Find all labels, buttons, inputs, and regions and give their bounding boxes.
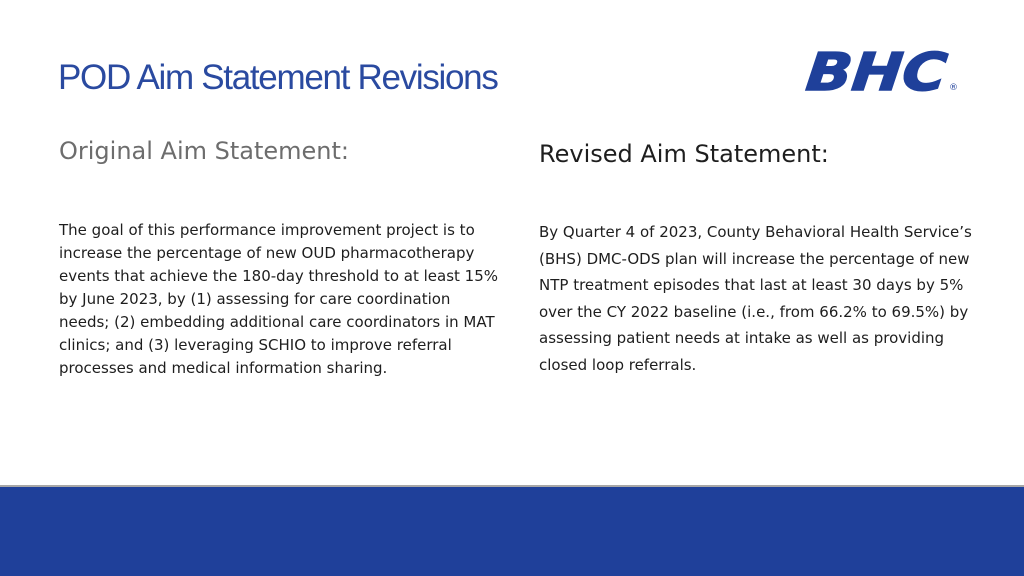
original-aim-text: The goal of this performance improvement project is to increase the percentage of new OUD pharmacotherapy events that achieve the 180-day threshold to at least 15% by June 2023, by (1) assessing for care coordination needs; (2) embedding additional care coordinators in MAT clinics; and (3) leveraging SCHIO to improve referral processes and medical information sharing. <box>59 221 499 377</box>
revised-aim-text: By Quarter 4 of 2023, County Behavioral Health Service’s (BHS) DMC-ODS plan will increase the percentage of new NTP treatment episodes that last at least 30 days by 5% over the CY 2022 baseline (i.e., from 66.2% to 69.5%) by assessing patient needs at intake as well as providing closed loop referrals. <box>539 223 972 374</box>
original-aim-heading: Original Aim Statement: <box>59 137 350 165</box>
slide-title: POD Aim Statement Revisions <box>58 58 498 97</box>
footer-band <box>0 487 1024 576</box>
revised-aim-heading: Revised Aim Statement: <box>539 140 829 168</box>
bhc-logo <box>803 40 958 103</box>
bhc-logo-text: BHC <box>803 43 931 103</box>
registered-mark: ® <box>949 83 958 93</box>
